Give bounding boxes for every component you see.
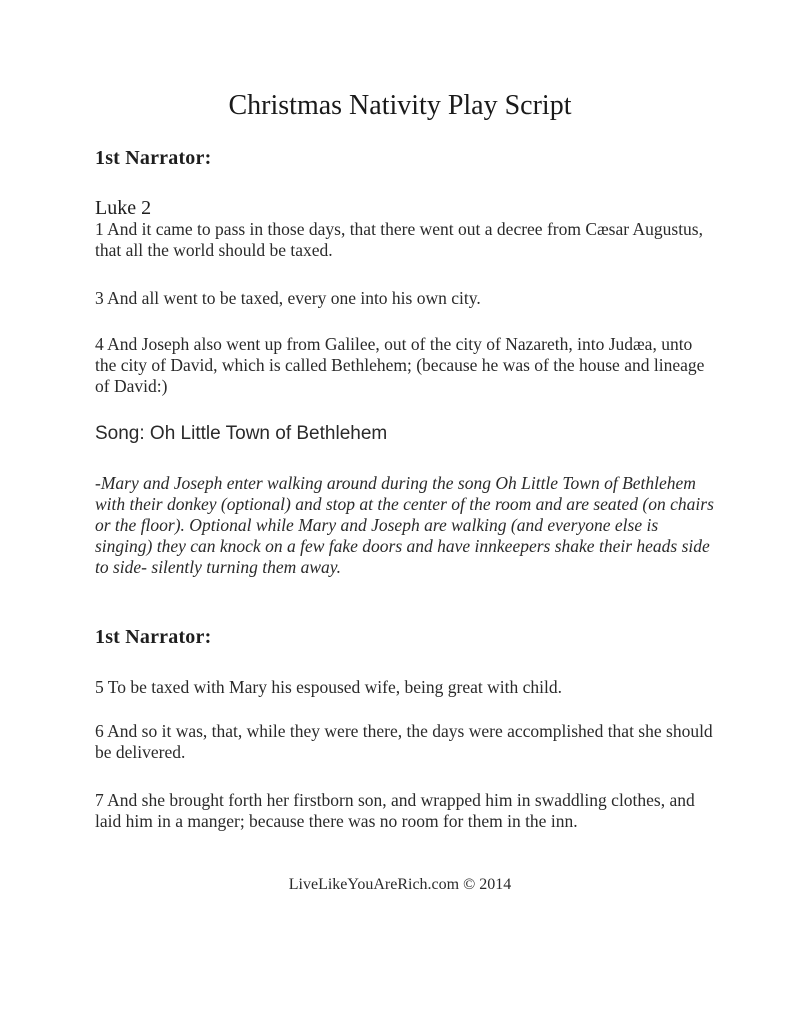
narrator-heading-2: 1st Narrator: (95, 626, 212, 648)
verse-6: 6 And so it was, that, while they were there, the days were accomplished that she should be delivered. (95, 721, 713, 762)
verse-3: 3 And all went to be taxed, every one into his own city. (95, 288, 481, 308)
verse-4: 4 And Joseph also went up from Galilee, out of the city of Nazareth, into Judæa, unto the city of David, which is called Bethlehem; (because he was of the house and lineage of David:) (95, 334, 705, 396)
narrator-heading-1: 1st Narrator: (95, 147, 212, 169)
page-title: Christmas Nativity Play Script (228, 90, 572, 121)
book-heading: Luke 2 (95, 197, 152, 219)
stage-direction: -Mary and Joseph enter walking around during the song Oh Little Town of Bethlehem with their donkey (optional) and stop at the center of the room and are seated (on chairs or the floor). Optional while Mary and Joseph are walking (and everyone else is singing) they can knock on a few fake doors and have innkeepers shake their heads side to side- silently turning them away. (95, 473, 714, 577)
verse-5: 5 To be taxed with Mary his espoused wife, being great with child. (95, 677, 562, 697)
song-title: Song: Oh Little Town of Bethlehem (95, 423, 388, 444)
copyright-footer: LiveLikeYouAreRich.com © 2014 (288, 876, 512, 893)
verse-7: 7 And she brought forth her firstborn son, and wrapped him in swaddling clothes, and laid him in a manger; because there was no room for them in the inn. (95, 790, 695, 831)
verse-1: 1 And it came to pass in those days, that there went out a decree from Cæsar Augustus, that all the world should be taxed. (95, 219, 703, 260)
